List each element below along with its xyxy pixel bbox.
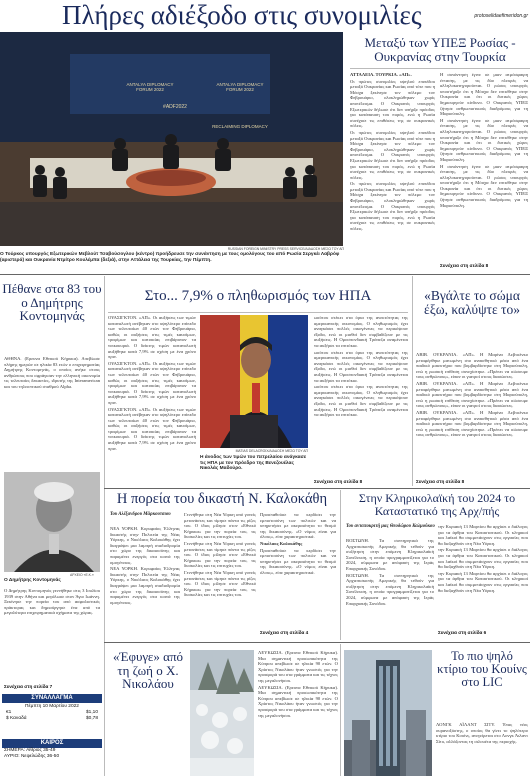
skyscraper-image <box>344 650 432 776</box>
church-body-2: την Κυριακή 13 Μαρτίου θα αρχίσει ο διάλογος για τα άρθρα του Καταστατικού. Οι κληρικοί και λαϊκοί θα συμμετάσχουν στις εργασίες που θα διεξαχθούν στη Νέα Υόρκη. <box>438 524 528 546</box>
judge-body-1b: ΝΕΑ ΥΟΡΚΗ. Κορυφαίος Έλληνας δικαστής στην Πολιτεία της Νέας Υόρκης, ο Νικόλαος Καλοκάθης έχει διαγράψει μια λαμπρή σταδιοδρομία στο χώρο της δικαιοσύνης και παραμένει ενεργός στα κοινά της ομογένειας. <box>110 566 180 605</box>
photo-banner-left: ANTALYA DIPLOMACY FORUM 2022 <box>126 82 174 92</box>
weather-row: ΑΥΡΙΟ: Νεφελώδης 36-50 <box>4 754 60 759</box>
quote-story-body <box>416 352 528 476</box>
middle-story-caption: Η άνοδος των τιμών του πετρελαίου ανάγκασε τις ΗΠΑ με τον πρόεδρο της Βενεζουέλας Νικολάς Μαδούρο. <box>200 455 307 472</box>
middle-photo-credit: MATIAS DELACROIX/ΔΙΑΔΟΣΗ ΜΕΣΩ ΤΟΥ ΑΠ <box>235 449 308 453</box>
exchange-box <box>2 694 102 736</box>
bottom-right-body: ΛΟΝΓΚ ΑΪΛΑΝΤ ΣΙΤΥ. Ένας νέος ουρανοξύστης, ο οποίος θα γίνει το ψηλότερο κτίριο του Κουίνς, ανεγείρεται στο Λονγκ Άιλαντ Σίτυ, αλλάζοντας τη σιλουέτα της περιοχής. <box>436 722 528 744</box>
quote-story-body-1: ΛΒΙΒ. ΟΥΚΡΑΝΙΑ. «ΑΠ». Η Μαρίνα Λεβτσένκο μεταφέρθηκε ματωμένη στο αναισθητικό μέσα από ένα παιδικό μαιευτήριο που βομβαρδίστηκε στη Μαριούπολη, ενώ η ρωσική επίθεση συνεχίστηκε. «Πρέπει να σώσουμε τους ανθρώπους», είπαν οι γιατροί στους διασώστες. <box>416 352 528 380</box>
obit-body: ΑΘΗΝΑ. (Ερευνα Εθνικού Κήρυκα). Απεβίωσε πλήρης ημερών σε ηλικία 83 ετών ο επιχειρηματίας Δημήτρης Κοντομηνάς, ο οποίος ανήκε στους ανθρώπους που σφράγισαν την ελληνική οικονομία τις τελευταίες δεκαετίες, ιδρυτής της Interamerican και του τηλεοπτικού σταθμού Alpha. <box>4 356 100 389</box>
judge-col2 <box>184 512 256 640</box>
middle-story-col3 <box>314 315 408 477</box>
bottom-left-body-1: ΛΕΥΚΩΣΙΑ. (Ερευνα Εθνικού Κήρυκα). Μια σημαντική προσωπικότητα της Κύπρου απεβίωσε σε ηλικία 90 ετών. Ο Χρίστος Νικολάου ήταν γνωστός για την προσφορά του στα γράμματα και τις τέχνες της μεγαλονήσου. <box>258 650 338 683</box>
weather-row: ΣΗΜΕΡΑ: Αίθριος 35-49 <box>4 748 56 753</box>
church-continued[interactable]: Συνέχεια στη σελίδα 6 <box>438 630 487 635</box>
masthead <box>0 0 530 30</box>
judge-subhead: Νικόλαος Καλοκάθης <box>260 540 303 546</box>
exchange-date: Πέμπτη 10 Μαρτίου 2022 <box>25 704 79 709</box>
weather-title: ΚΑΙΡΟΣ <box>2 739 102 748</box>
judge-col1 <box>110 526 180 640</box>
judge-continued[interactable]: Συνέχεια στη σελίδα 4 <box>260 630 309 635</box>
obit-continued[interactable]: Συνέχεια στη σελίδα 7 <box>4 684 53 689</box>
bottom-left-photo <box>190 650 254 776</box>
weather-box <box>2 739 102 775</box>
judge-story-title: Η πορεία του δικαστή Ν. Καλοκάθη <box>116 491 328 507</box>
exchange-row <box>2 716 102 722</box>
bottom-right-title: Το πιο ψηλό κτίριο του Κουίνς στο LIC <box>437 649 527 690</box>
obit-body2: Ο Δημήτρης Κοντομηνάς γεννήθηκε στις 3 Ιουλίου 1939 στην Αθήνα και μεγάλωσε στον Άγιο Ιωάννη. Ξεκίνησε την πορεία του από ασφαλιστικός πράκτορας και δημιούργησε ένα από τα μεγαλύτερα επιχειρηματικά σχήματα της χώρας. <box>4 588 100 616</box>
church-col1 <box>346 538 434 638</box>
snowy-landscape-image <box>190 650 254 776</box>
judge-body-2: Γεννήθηκε στη Νέα Υόρκη από γονείς μετανάστες και τίμησε πάντα τις ρίζες του. Ο ίδιος μίλησε στον «Εθνικό Κήρυκα» για την πορεία του, τις δυσκολίες και τις επιτυχίες του. <box>184 512 256 540</box>
bottom-left-body-1b: ΛΕΥΚΩΣΙΑ. (Ερευνα Εθνικού Κήρυκα). Μια σημαντική προσωπικότητα της Κύπρου απεβίωσε σε ηλικία 90 ετών. Ο Χρίστος Νικολάου ήταν γνωστός για την προσφορά του στα γράμματα και τις τέχνες της μεγαλονήσου. <box>258 684 338 718</box>
middle-story-body-1: ΟΥΑΣΙΓΚΤΟΝ. «ΑΠ». Οι αυξήσεις των τιμών καταναλωτή ανέβηκαν στο υψηλότερο επίπεδο των τελευταίων 40 ετών τον Φεβρουάριο, καθώς οι αυξήσεις στις τιμές καυσίμων, τροφίμων και κατοικίας επιβάρυναν τα νοικοκυριά. Ο δείκτης τιμών καταναλωτή αυξήθηκε κατά 7,9% σε σχέση με ένα χρόνο πριν. <box>108 315 196 360</box>
judge-body-1: ΝΕΑ ΥΟΡΚΗ. Κορυφαίος Έλληνας δικαστής στην Πολιτεία της Νέας Υόρκης, ο Νικόλαος Καλοκάθης έχει διαγράψει μια λαμπρή σταδιοδρομία στο χώρο της δικαιοσύνης και παραμένει ενεργός στα κοινά της ομογένειας. <box>110 526 180 565</box>
exchange-value: $0,78 <box>85 716 98 721</box>
top-story-body-1: Οι πρώτες συνομιλίες υψηλού επιπέδου μεταξύ Ουκρανίας και Ρωσίας από τότε που η Μόσχα ξεκίνησε τον πόλεμο τον Φεβρουάριο, ολοκληρώθηκαν χωρίς αποτέλεσμα. Ο Ουκρανός υπουργός Εξωτερικών δήλωσε ότι δεν υπήρξε πρόοδος για κατάπαυση του πυρός, ενώ η Ρωσία συνέχισε τις επιθέσεις της σε ουκρανικές πόλεις. <box>350 78 435 129</box>
church-body-2b: την Κυριακή 13 Μαρτίου θα αρχίσει ο διάλογος για τα άρθρα του Καταστατικού. Οι κληρικοί και λαϊκοί θα συμμετάσχουν στις εργασίες που θα διεξαχθούν στη Νέα Υόρκη. <box>438 547 528 570</box>
church-col2 <box>438 524 528 626</box>
top-story-continued[interactable]: Συνέχεια στη σελίδα 8 <box>440 263 489 268</box>
church-body-2c: την Κυριακή 13 Μαρτίου θα αρχίσει ο διάλογος για τα άρθρα του Καταστατικού. Οι κληρικοί και λαϊκοί θα συμμετάσχουν στις εργασίες που θα διεξαχθούν στη Νέα Υόρκη. <box>438 570 528 593</box>
obit-caption: Ο Δημήτρης Κοντομηνάς <box>4 578 61 583</box>
diplomacy-meeting-image <box>0 32 343 246</box>
exchange-title: ΣΥΝΑΛΛΑΓΜΑ <box>2 694 102 703</box>
portrait-image <box>4 472 100 572</box>
photo-banner-mid: #ADF2022 <box>163 104 187 110</box>
middle-story-photo <box>200 315 308 448</box>
obit-photo-credit: ΑΡΧΕΙΟ «Ε.Κ.» <box>70 573 94 577</box>
judge-body-2c: Γεννήθηκε στη Νέα Υόρκη από γονείς μετανάστες και τίμησε πάντα τις ρίζες του. Ο ίδιος μίλησε στον «Εθνικό Κήρυκα» για την πορεία του, τις δυσκολίες και τις επιτυχίες του. <box>184 569 256 598</box>
middle-story-body-3b: ωσότου στέκει στα όρια της ανεκτότητας της αμερικανικής οικονομίας. Ο πληθωρισμός έχει αναγκάσει πολλές οικογένειες να περικόψουν έξοδα, ενώ οι μισθοί δεν συμβαδίζουν με τις αυξήσεις. Η Ομοσπονδιακή Τράπεζα αναμένεται να αυξήσει τα επιτόκια. <box>314 349 408 383</box>
top-story-body-1c: Οι πρώτες συνομιλίες υψηλού επιπέδου μεταξύ Ουκρανίας και Ρωσίας από τότε που η Μόσχα ξεκίνησε τον πόλεμο τον Φεβρουάριο, ολοκληρώθηκαν χωρίς αποτέλεσμα. Ο Ουκρανός υπουργός Εξωτερικών δήλωσε ότι δεν υπήρξε πρόοδος για κατάπαυση του πυρός, ενώ η Ρωσία συνέχισε τις επιθέσεις της σε ουκρανικές πόλεις. <box>350 181 435 232</box>
church-body-1: ΒΟΣΤΩΝΗ. Τα συντηρητικά της Αρχιεπισκοπής Αμερικής θα τεθούν για συζήτηση στην επόμενη Κληρικολαϊκή Συνέλευση, η οποία προγραμματίζεται για το 2024, σύμφωνα με απόφαση της Ιεράς Επαρχιακής Συνόδου. <box>346 538 434 571</box>
middle-story-body-3c: ωσότου στέκει στα όρια της ανεκτότητας της αμερικανικής οικονομίας. Ο πληθωρισμός έχει αναγκάσει πολλές οικογένειες να περικόψουν έξοδα, ενώ οι μισθοί δεν συμβαδίζουν με τις αυξήσεις. Η Ομοσπονδιακή Τράπεζα αναμένεται να αυξήσει τα επιτόκια. <box>314 384 408 418</box>
middle-story-continued[interactable]: Συνέχεια στη σελίδα 8 <box>314 479 363 484</box>
middle-story-body-1c: ΟΥΑΣΙΓΚΤΟΝ. «ΑΠ». Οι αυξήσεις των τιμών καταναλωτή ανέβηκαν στο υψηλότερο επίπεδο των τελευταίων 40 ετών τον Φεβρουάριο, καθώς οι αυξήσεις στις τιμές καυσίμων, τροφίμων και κατοικίας επιβάρυναν τα νοικοκυριά. Ο δείκτης τιμών καταναλωτή αυξήθηκε κατά 7,9% σε σχέση με ένα χρόνο πριν. <box>108 406 196 451</box>
exchange-value: $1,10 <box>85 710 98 715</box>
middle-story-col1 <box>108 315 196 485</box>
masthead-headline: Πλήρες αδιέξοδο στις συνομιλίες <box>62 0 422 30</box>
top-story-photo <box>0 32 343 246</box>
bottom-left-body <box>258 650 338 776</box>
church-story-title: Στην Κληρικολαϊκή του 2024 το Καταστατικό της Αρχ/πής <box>358 491 516 518</box>
judge-body-3b: Προσπαθούσε να κερδίσει την εμπιστοσύνη των πολιτών και να υπηρετήσει με ακεραιότητα το θεσμό της δικαιοσύνης. «Ο νόμος είναι για όλους», είπε χαρακτηριστικά. <box>260 547 336 575</box>
top-story-body-2c: Η συνάντηση έγινε σε μιαν ατμόσφαιρη έντασης, με τις δύο πλευρές να αλληλοκατηγορούνται. Ο ρώσος υπουργός υποστήριξε ότι η Μόσχα δεν επιτέθηκε στην Ουκρανία και ότι οι δυτικές χώρες δημιουργούν κίνδυνο. Ο Ουκρανός ΥΠΕΞ ζήτησε ανθρωπιστικούς διαδρόμους για τη Μαριούπολη. <box>440 163 528 208</box>
photo-banner-tag: RECLAIMING DIPLOMACY <box>212 124 268 129</box>
top-story-body-2b: Η συνάντηση έγινε σε μιαν ατμόσφαιρη έντασης, με τις δύο πλευρές να αλληλοκατηγορούνται. Ο ρώσος υπουργός υποστήριξε ότι η Μόσχα δεν επιτέθηκε στην Ουκρανία και ότι οι δυτικές χώρες δημιουργούν κίνδυνο. Ο Ουκρανός ΥΠΕΞ ζήτησε ανθρωπιστικούς διαδρόμους για τη Μαριούπολη. <box>440 117 528 162</box>
top-story-title: Μεταξύ των ΥΠΕΞ Ρωσίας - Ουκρανίας στην Τουρκία <box>364 35 516 64</box>
bottom-right-photo <box>344 650 432 776</box>
quote-story-continued[interactable]: Συνέχεια στη σελίδα 8 <box>416 479 465 484</box>
photo-banner-right: ANTALYA DIPLOMACY FORUM 2022 <box>216 82 264 92</box>
church-body-1b: ΒΟΣΤΩΝΗ. Τα συντηρητικά της Αρχιεπισκοπής Αμερικής θα τεθούν για συζήτηση στην επόμενη Κληρικολαϊκή Συνέλευση, η οποία προγραμματίζεται για το 2024, σύμφωνα με απόφαση της Ιεράς Επαρχιακής Συνόδου. <box>346 572 434 606</box>
judge-byline: Του Αλέξανδρου Μάρκουτσιου <box>110 512 171 517</box>
middle-story-body-1b: ΟΥΑΣΙΓΚΤΟΝ. «ΑΠ». Οι αυξήσεις των τιμών καταναλωτή ανέβηκαν στο υψηλότερο επίπεδο των τελευταίων 40 ετών τον Φεβρουάριο, καθώς οι αυξήσεις στις τιμές καυσίμων, τροφίμων και κατοικίας επιβάρυναν τα νοικοκυριά. Ο δείκτης τιμών καταναλωτή αυξήθηκε κατά 7,9% σε σχέση με ένα χρόνο πριν. <box>108 360 196 405</box>
quote-story-body-1b: ΛΒΙΒ. ΟΥΚΡΑΝΙΑ. «ΑΠ». Η Μαρίνα Λεβτσένκο μεταφέρθηκε ματωμένη στο αναισθητικό μέσα από ένα παιδικό μαιευτήριο που βομβαρδίστηκε στη Μαριούπολη, ενώ η ρωσική επίθεση συνεχίστηκε. «Πρέπει να σώσουμε τους ανθρώπους», είπαν οι γιατροί στους διασώστες. <box>416 380 528 409</box>
church-byline: Του ανταποκριτή μας Θεοδώρου Καλμούκου <box>346 524 435 529</box>
obit-photo <box>4 472 100 572</box>
middle-story-title: Στο... 7,9% ο πληθωρισμός των ΗΠΑ <box>144 288 372 304</box>
top-story-col2 <box>440 72 528 262</box>
top-photo-credit: RUSSIAN FOREIGN MINISTRY PRESS SERVICE/ΔΙΑΔΟΣΗ ΜΕΣΩ ΤΟΥ ΑΠ <box>227 247 344 251</box>
exchange-label: $ Καναδά <box>6 716 27 721</box>
quote-story-title: «Βγάλτε το σώμα έξω, καλύψτε το» <box>424 288 520 318</box>
exchange-label: €1 <box>6 710 12 715</box>
top-story-col1 <box>350 72 435 269</box>
quote-story-body-1c: ΛΒΙΒ. ΟΥΚΡΑΝΙΑ. «ΑΠ». Η Μαρίνα Λεβτσένκο μεταφέρθηκε ματωμένη στο αναισθητικό μέσα από ένα παιδικό μαιευτήριο που βομβαρδίστηκε στη Μαριούπολη, ενώ η ρωσική επίθεση συνεχίστηκε. «Πρέπει να σώσουμε τους ανθρώπους», είπαν οι γιατροί στους διασώστες. <box>416 409 528 438</box>
site-watermark: protoselidaefimeridon.gr <box>474 13 528 19</box>
top-story-dateline: ΑΤΤΑΛΕΙΑ. ΤΟΥΡΚΙΑ. «ΑΠ». <box>350 72 412 77</box>
top-story-caption: Ο Τούρκος υπουργός Εξωτερικών Μεβλούτ Τσαβούσογλου (κέντρο) προήδρευσε την συνάντηση με τους ομολόγους του από Ρωσία Σεργκέι Λαβρόφ (αριστερά) και Ουκρανία Ντμίτρο Κουλέμπα (δεξιά), στην Αττάλεια της Τουρκίας, την Πέμπτη. <box>0 252 340 263</box>
judge-col3 <box>260 512 336 628</box>
top-story-body-2: Η συνάντηση έγινε σε μιαν ατμόσφαιρη έντασης, με τις δύο πλευρές να αλληλοκατηγορούνται. Ο ρώσος υπουργός υποστήριξε ότι η Μόσχα δεν επιτέθηκε στην Ουκρανία και ότι οι δυτικές χώρες δημιουργούν κίνδυνο. Ο Ουκρανός ΥΠΕΞ ζήτησε ανθρωπιστικούς διαδρόμους για τη Μαριούπολη. <box>440 72 528 117</box>
speaker-image <box>200 315 308 448</box>
top-story-body-1b: Οι πρώτες συνομιλίες υψηλού επιπέδου μεταξύ Ουκρανίας και Ρωσίας από τότε που η Μόσχα ξεκίνησε τον πόλεμο τον Φεβρουάριο, ολοκληρώθηκαν χωρίς αποτέλεσμα. Ο Ουκρανός υπουργός Εξωτερικών δήλωσε ότι δεν υπήρξε πρόοδος για κατάπαυση του πυρός, ενώ η Ρωσία συνέχισε τις επιθέσεις της σε ουκρανικές πόλεις. <box>350 129 435 180</box>
obit-title: Πέθανε στα 83 του ο Δημήτρης Κοντομηνάς <box>2 281 102 324</box>
judge-body-2b: Γεννήθηκε στη Νέα Υόρκη από γονείς μετανάστες και τίμησε πάντα τις ρίζες του. Ο ίδιος μίλησε στον «Εθνικό Κήρυκα» για την πορεία του, τις δυσκολίες και τις επιτυχίες του. <box>184 540 256 569</box>
bottom-left-title: «Έφυγε» από τη ζωή ο Χ. Νικολάου <box>112 649 184 692</box>
middle-story-body-3: ωσότου στέκει στα όρια της ανεκτότητας της αμερικανικής οικονομίας. Ο πληθωρισμός έχει αναγκάσει πολλές οικογένειες να περικόψουν έξοδα, ενώ οι μισθοί δεν συμβαδίζουν με τις αυξήσεις. Η Ομοσπονδιακή Τράπεζα αναμένεται να αυξήσει τα επιτόκια. <box>314 315 408 348</box>
judge-body-3: Προσπαθούσε να κερδίσει την εμπιστοσύνη των πολιτών και να υπηρετήσει με ακεραιότητα το θεσμό της δικαιοσύνης. «Ο νόμος είναι για όλους», είπε χαρακτηριστικά. <box>260 512 336 540</box>
